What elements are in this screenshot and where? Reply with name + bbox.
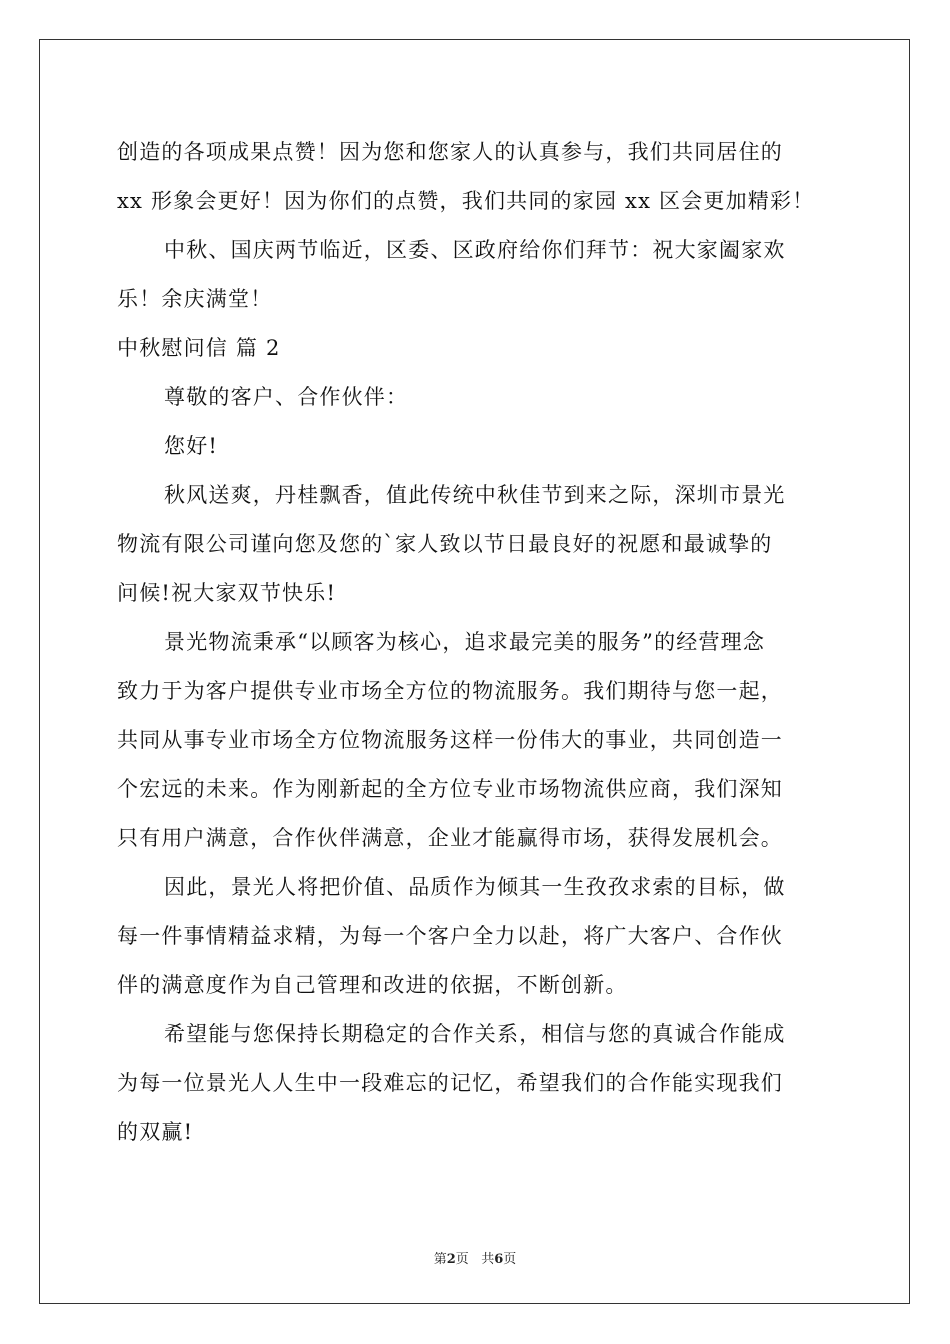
text-line: 只有用户满意，合作伙伴满意，企业才能赢得市场，获得发展机会。 [117,826,783,850]
text-line: 问候!祝大家双节快乐! [117,581,337,605]
total-label-suffix: 页 [503,1252,517,1267]
text-line: 尊敬的客户、合作伙伴： [164,385,409,409]
text-line: 景光物流秉承“以顾客为核心，追求最完美的服务”的经营理念 [164,630,766,654]
document-body [117,128,833,1157]
text-line: 物流有限公司谨向您及您的`家人致以节日最良好的祝愿和最诚挚的 [117,532,773,556]
text-line: 共同从事专业市场全方位物流服务这样一份伟大的事业，共同创造一 [117,728,783,752]
page-footer [0,1248,950,1267]
text-line: 因此，景光人将把价值、品质作为倾其一生孜孜求索的目标，做 [164,875,786,899]
text-line: 个宏远的未来。作为刚新起的全方位专业市场物流供应商，我们深知 [117,777,783,801]
text-line: 每一件事情精益求精，为每一个客户全力以赴，将广大客户、合作伙 [117,924,783,948]
page-label-suffix: 页 [455,1252,469,1267]
text-line: 希望能与您保持长期稳定的合作关系，相信与您的真诚合作能成 [164,1022,786,1046]
text-line: 的双赢! [117,1120,194,1144]
current-page-number: 2 [446,1252,456,1267]
total-label-prefix: 共 [481,1252,495,1267]
text-line: 中秋、国庆两节临近，区委、区政府给你们拜节：祝大家阖家欢 [164,238,786,262]
text-line: 中秋慰问信 篇 2 [117,336,281,360]
text-line: xx 形象会更好！因为你们的点赞，我们共同的家园 xx 区会更加精彩！ [117,189,815,213]
text-line: 秋风送爽，丹桂飘香，值此传统中秋佳节到来之际，深圳市景光 [164,483,786,507]
text-line: 创造的各项成果点赞！因为您和您家人的认真参与，我们共同居住的 [117,140,783,164]
page-label-prefix: 第 [433,1252,447,1267]
total-page-number: 6 [494,1252,504,1267]
text-line: 您好! [164,434,219,458]
text-line: 乐！余庆满堂！ [117,287,273,311]
text-line: 为每一位景光人人生中一段难忘的记忆，希望我们的合作能实现我们 [117,1071,783,1095]
text-line: 致力于为客户提供专业市场全方位的物流服务。我们期待与您一起， [117,679,783,703]
text-line: 伴的满意度作为自己管理和改进的依据，不断创新。 [117,973,628,997]
